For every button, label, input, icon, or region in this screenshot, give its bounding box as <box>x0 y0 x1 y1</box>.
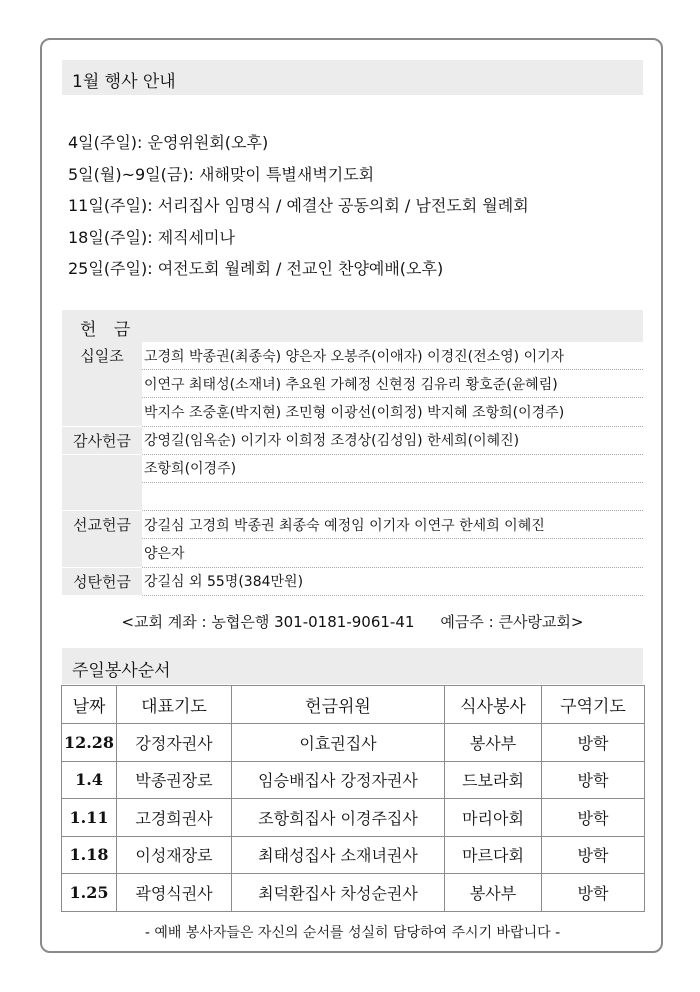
offering-row <box>62 482 643 510</box>
representative-prayer: 고경희권사 <box>117 799 232 837</box>
offering-names <box>142 482 643 510</box>
duty-date: 1.18 <box>62 836 117 874</box>
column-header: 헌금위원 <box>232 686 445 724</box>
table-row <box>62 874 645 912</box>
representative-prayer: 곽영식권사 <box>117 874 232 912</box>
offering-label: 선교헌금 <box>62 511 142 539</box>
offering-committee: 최덕환집사 차성순권사 <box>232 874 445 912</box>
duty-header <box>62 648 643 684</box>
bank-account-info <box>62 611 643 632</box>
representative-prayer: 박종권장로 <box>117 761 232 799</box>
table-row <box>62 724 645 762</box>
offering-table <box>62 342 643 596</box>
offering-committee: 최태성집사 소재녀권사 <box>232 836 445 874</box>
meal-service: 마르다회 <box>445 836 542 874</box>
event-item: 18일(주일): 제직세미나 <box>68 227 235 247</box>
offering-label <box>62 454 142 482</box>
duty-date: 1.11 <box>62 799 117 837</box>
offering-row <box>62 398 643 426</box>
offering-row <box>62 454 643 482</box>
events-list <box>68 127 529 285</box>
offering-row <box>62 539 643 567</box>
offering-label <box>62 539 142 567</box>
column-header: 날짜 <box>62 686 117 724</box>
events-title: 1월 행사 안내 <box>72 72 176 92</box>
table-row <box>62 761 645 799</box>
offering-row <box>62 342 643 370</box>
offering-label: 성탄헌금 <box>62 567 142 595</box>
event-item: 25일(주일): 여전도회 월례회 / 전교인 찬양예배(오후) <box>68 259 444 278</box>
offering-names: 조항희(이경주) <box>142 454 643 482</box>
offering-row <box>62 426 643 454</box>
events-header <box>62 60 643 95</box>
meal-service: 드보라회 <box>445 761 542 799</box>
meal-service: 봉사부 <box>445 874 542 912</box>
representative-prayer: 강정자권사 <box>117 724 232 762</box>
representative-prayer: 이성재장로 <box>117 836 232 874</box>
offering-label <box>62 398 142 426</box>
duty-date: 12.28 <box>62 724 117 762</box>
offering-names: 이연구 최태성(소재녀) 추요원 가혜정 신현정 김유리 황호준(윤혜림) <box>142 370 643 398</box>
offering-label: 감사헌금 <box>62 426 142 454</box>
offering-names: 강길심 외 55명(384만원) <box>142 567 643 595</box>
offering-names: 고경희 박종권(최종숙) 양은자 오봉주(이애자) 이경진(전소영) 이기자 <box>142 342 643 370</box>
meal-service: 마리아회 <box>445 799 542 837</box>
column-header: 식사봉사 <box>445 686 542 724</box>
offering-names: 양은자 <box>142 539 643 567</box>
offering-committee: 조항희집사 이경주집사 <box>232 799 445 837</box>
duty-table <box>61 685 645 912</box>
offering-names: 강영길(임옥순) 이기자 이희정 조경상(김성임) 한세희(이혜진) <box>142 426 643 454</box>
offering-label <box>62 482 142 510</box>
offering-row <box>62 370 643 398</box>
offering-committee: 임승배집사 강정자권사 <box>232 761 445 799</box>
footer-note: - 예배 봉사자들은 자신의 순서를 성실히 담당하여 주시기 바랍니다 - <box>144 925 561 941</box>
meal-service: 봉사부 <box>445 724 542 762</box>
district-prayer: 방학 <box>542 799 645 837</box>
offering-names: 강길심 고경희 박종권 최종숙 예정임 이기자 이연구 한세희 이혜진 <box>142 511 643 539</box>
district-prayer: 방학 <box>542 724 645 762</box>
offering-header <box>62 310 643 342</box>
column-header: 대표기도 <box>117 686 232 724</box>
duty-date: 1.25 <box>62 874 117 912</box>
column-header: 구역기도 <box>542 686 645 724</box>
offering-names: 박지수 조중훈(박지현) 조민형 이광선(이희정) 박지혜 조항희(이경주) <box>142 398 643 426</box>
district-prayer: 방학 <box>542 874 645 912</box>
duty-header-row <box>62 686 645 724</box>
offering-label: 십일조 <box>62 342 142 370</box>
event-item: 5일(월)~9일(금): 새해맞이 특별새벽기도회 <box>68 164 375 184</box>
district-prayer: 방학 <box>542 836 645 874</box>
duty-date: 1.4 <box>62 761 117 799</box>
district-prayer: 방학 <box>542 761 645 799</box>
account-number: <교회 계좌 : 농협은행 301-0181-9061-41 <box>121 613 415 631</box>
event-item: 11일(주일): 서리집사 임명식 / 예결산 공동의회 / 남전도회 월례회 <box>68 196 529 215</box>
account-holder: 예금주 : 큰사랑교회> <box>440 613 584 631</box>
offering-row <box>62 567 643 595</box>
event-item: 4일(주일): 운영위원회(오후) <box>68 133 269 152</box>
table-row <box>62 799 645 837</box>
offering-title: 헌 금 <box>80 320 137 340</box>
offering-row <box>62 511 643 539</box>
duty-title: 주일봉사순서 <box>72 661 171 681</box>
offering-label <box>62 370 142 398</box>
table-row <box>62 836 645 874</box>
offering-committee: 이효권집사 <box>232 724 445 762</box>
